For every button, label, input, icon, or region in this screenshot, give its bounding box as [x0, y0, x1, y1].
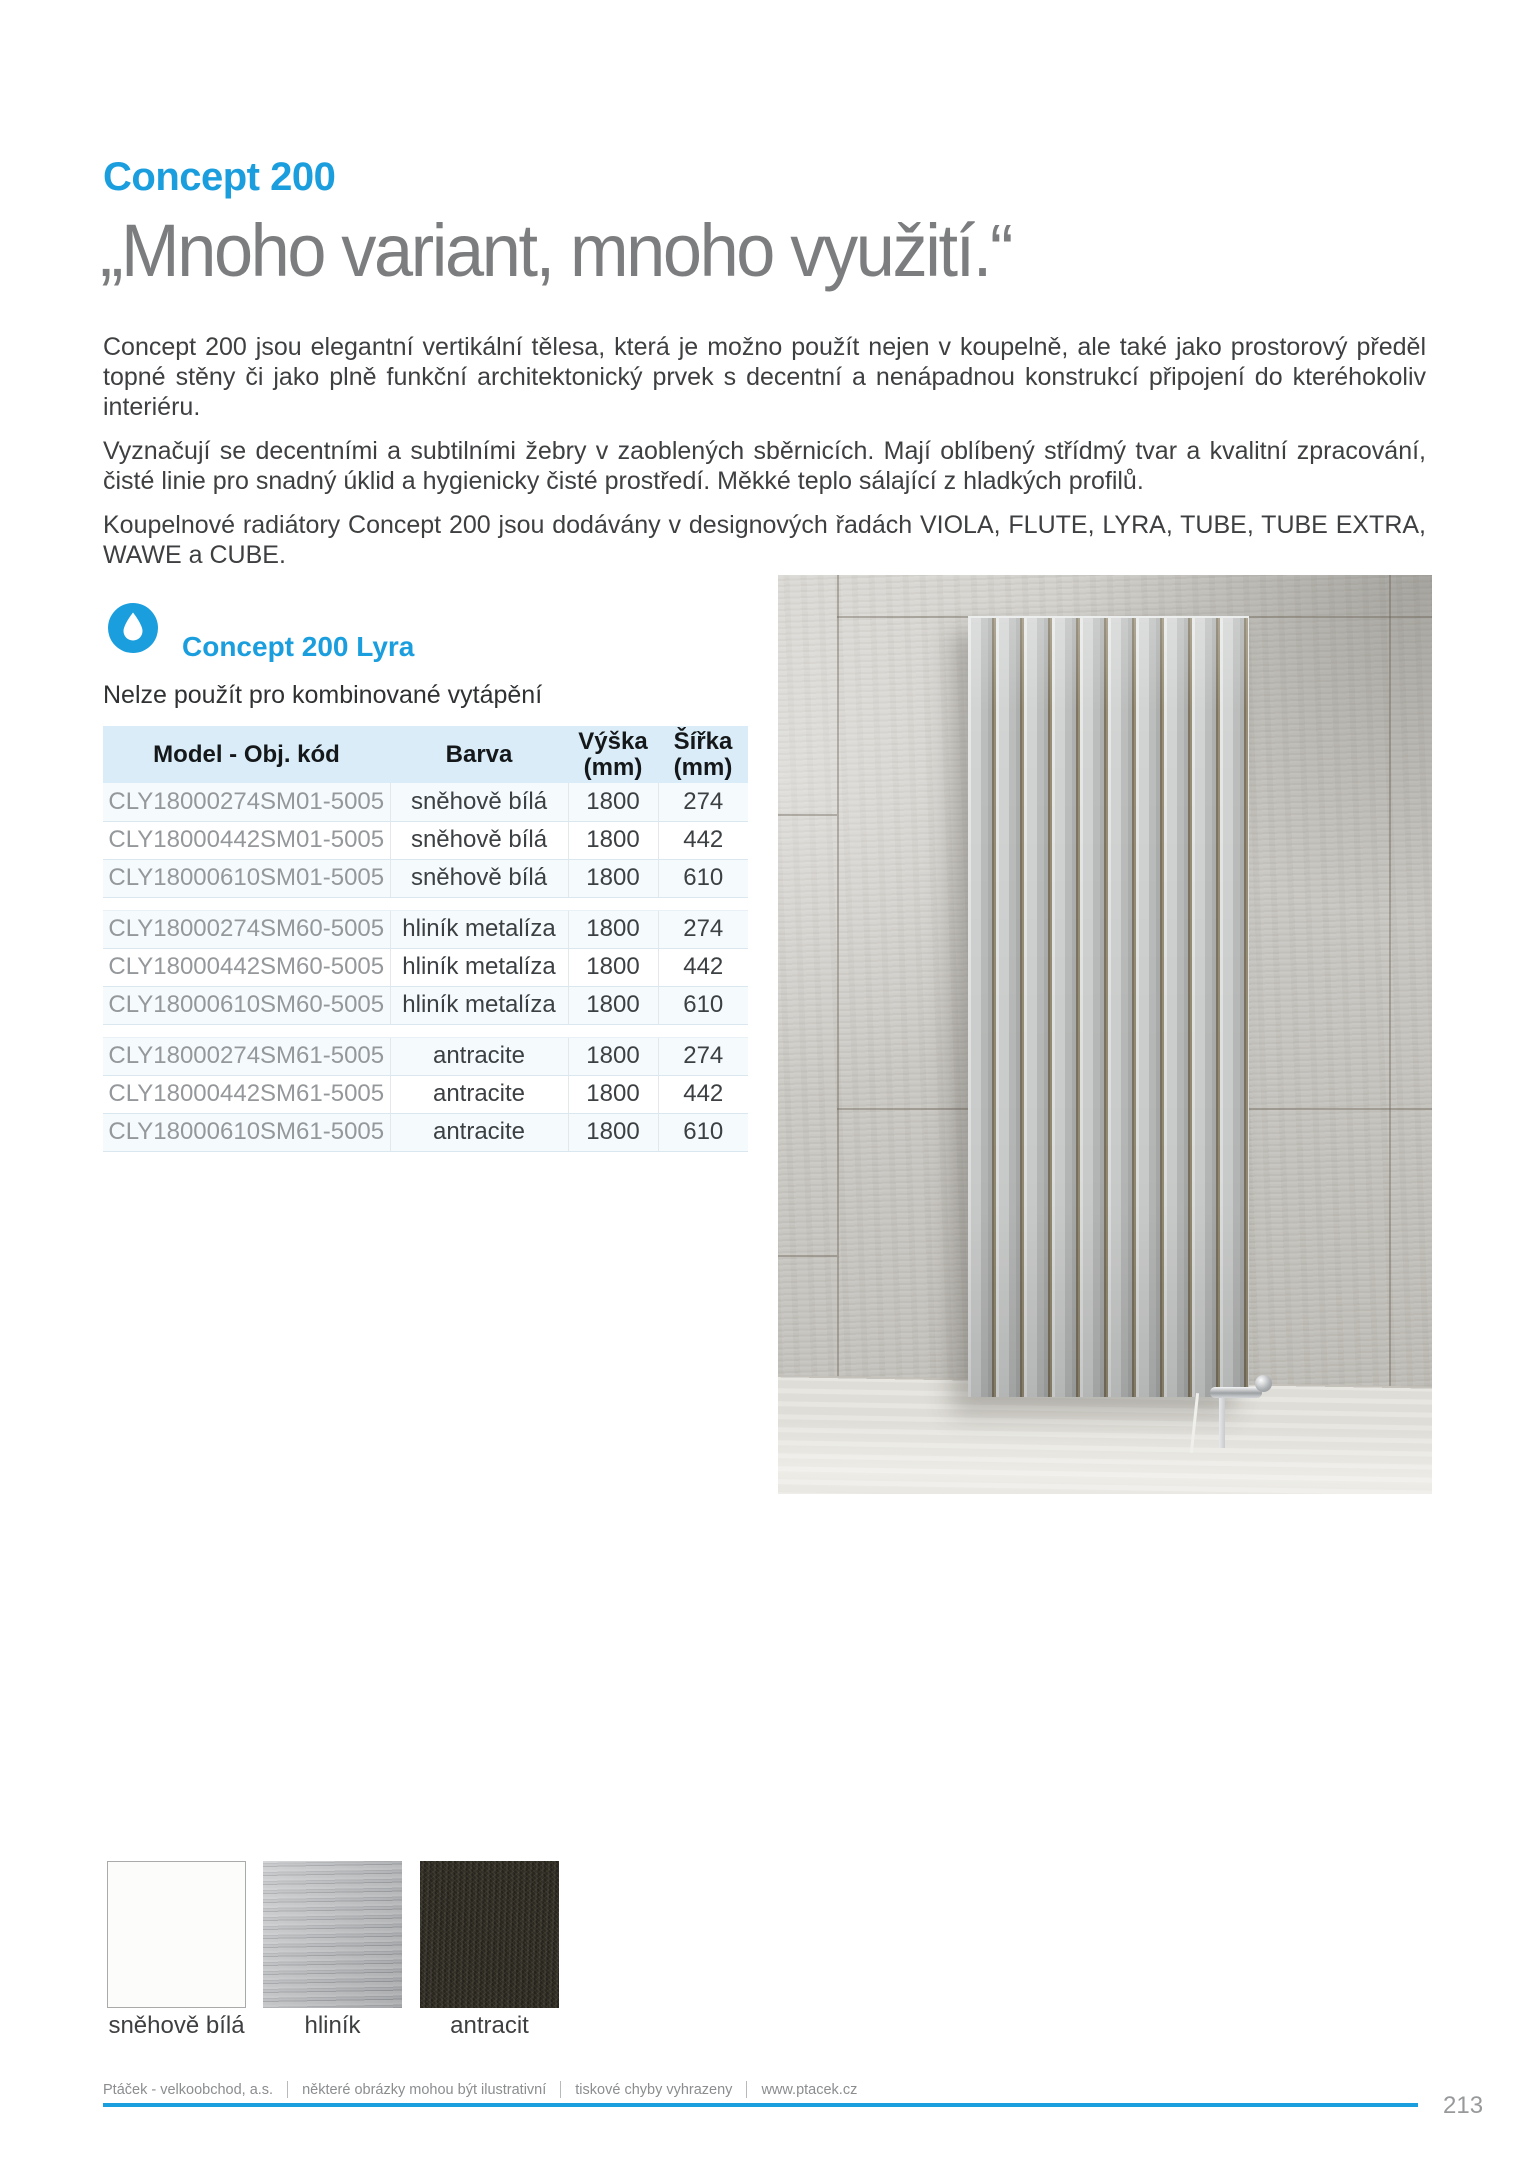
swatch-label: antracit: [450, 2012, 529, 2039]
intro-paragraphs: [103, 332, 1426, 584]
water-drop-icon: [108, 603, 158, 653]
model-cell: CLY18000274SM01-5005: [103, 783, 390, 821]
column-header-model: Model - Obj. kód: [103, 726, 390, 783]
width-cell: 274: [658, 783, 748, 821]
width-cell: 442: [658, 1075, 748, 1113]
footer: [103, 2081, 857, 2098]
model-cell: CLY18000274SM61-5005: [103, 1037, 390, 1075]
color-cell: sněhově bílá: [390, 783, 568, 821]
product-photo-radiator: [778, 575, 1432, 1494]
height-cell: 1800: [568, 1075, 658, 1113]
group-gap-row: [103, 897, 748, 910]
model-cell: CLY18000274SM60-5005: [103, 910, 390, 948]
footer-company: Ptáček - velkoobchod, a.s.: [103, 2081, 274, 2098]
section-title: Concept 200 Lyra: [182, 631, 415, 662]
model-cell: CLY18000442SM61-5005: [103, 1075, 390, 1113]
intro-paragraph-2: Vyznačují se decentními a subtilními žebry v zaoblených sběrnicích. Mají oblíbený střídmý tvar a kvalitní zpracování, čisté linie pro snadný úklid a hygienicky čisté prostředí. Měkké teplo sálající z hladkých profilů.: [103, 437, 1426, 495]
model-cell: CLY18000610SM01-5005: [103, 859, 390, 897]
model-cell: CLY18000610SM61-5005: [103, 1113, 390, 1151]
intro-paragraph-3: Koupelnové radiátory Concept 200 jsou dodávány v designových řadách VIOLA, FLUTE, LYRA, TUBE, TUBE EXTRA, WAWE a CUBE.: [103, 511, 1426, 569]
width-cell: 274: [658, 910, 748, 948]
color-swatch-antracit: [420, 1861, 559, 2008]
height-cell: 1800: [568, 783, 658, 821]
footer-website-link[interactable]: www.ptacek.cz: [761, 2081, 858, 2098]
table-row: [103, 859, 748, 897]
column-header-color: Barva: [390, 726, 568, 783]
color-swatch-snehove-bila: [107, 1861, 246, 2008]
table-row: [103, 783, 748, 821]
table-row: [103, 948, 748, 986]
model-cell: CLY18000442SM60-5005: [103, 948, 390, 986]
footer-accent-line: [103, 2103, 1418, 2107]
footer-disclaimer-images: některé obrázky mohou být ilustrativní: [302, 2081, 547, 2098]
height-cell: 1800: [568, 1037, 658, 1075]
table-row: [103, 1075, 748, 1113]
table-row: [103, 986, 748, 1024]
color-cell: sněhově bílá: [390, 821, 568, 859]
group-gap-row: [103, 1024, 748, 1037]
footer-separator: [560, 2081, 561, 2098]
color-cell: antracite: [390, 1075, 568, 1113]
width-cell: 442: [658, 948, 748, 986]
photo-radiator-body: [968, 616, 1249, 1397]
color-cell: hliník metalíza: [390, 948, 568, 986]
color-cell: hliník metalíza: [390, 910, 568, 948]
height-cell: 1800: [568, 948, 658, 986]
tile-grout-line: [1389, 575, 1391, 1393]
height-cell: 1800: [568, 910, 658, 948]
photo-valve-pipe: [1219, 1393, 1225, 1448]
page-title: „Mnoho variant, mnoho využití.“: [100, 209, 1011, 292]
spec-table: [103, 726, 748, 1152]
model-cell: CLY18000610SM60-5005: [103, 986, 390, 1024]
footer-separator: [746, 2081, 747, 2098]
tile-grout-line: [778, 1255, 837, 1257]
usage-note: Nelze použít pro kombinované vytápění: [103, 681, 543, 709]
color-cell: sněhově bílá: [390, 859, 568, 897]
tile-grout-line: [778, 814, 837, 816]
color-swatch-hlinik: [263, 1861, 402, 2008]
tile-grout-line: [837, 575, 839, 1393]
model-cell: CLY18000442SM01-5005: [103, 821, 390, 859]
table-row: [103, 1037, 748, 1075]
height-cell: 1800: [568, 1113, 658, 1151]
color-cell: hliník metalíza: [390, 986, 568, 1024]
photo-valve-pipe: [1210, 1387, 1262, 1398]
table-header-row: [103, 726, 748, 783]
height-cell: 1800: [568, 859, 658, 897]
page-number: 213: [1443, 2092, 1484, 2119]
width-cell: 610: [658, 859, 748, 897]
footer-disclaimer-print: tiskové chyby vyhrazeny: [575, 2081, 733, 2098]
column-header-width: Šířka (mm): [658, 726, 748, 783]
width-cell: 610: [658, 986, 748, 1024]
color-cell: antracite: [390, 1037, 568, 1075]
swatch-label: hliník: [304, 2012, 361, 2039]
intro-paragraph-1: Concept 200 jsou elegantní vertikální tělesa, která je možno použít nejen v koupelně, ale také jako prostorový předěl topné stěny či jako plně funkční architektonický prvek s decentní a nenápadnou konstrukcí připojení do kteréhokoliv interiéru.: [103, 333, 1426, 421]
spec-table-body: [103, 783, 748, 1151]
table-row: [103, 910, 748, 948]
width-cell: 442: [658, 821, 748, 859]
height-cell: 1800: [568, 986, 658, 1024]
table-row: [103, 1113, 748, 1151]
photo-valve-knob: [1255, 1375, 1272, 1392]
color-cell: antracite: [390, 1113, 568, 1151]
width-cell: 274: [658, 1037, 748, 1075]
table-row: [103, 821, 748, 859]
series-title: Concept 200: [103, 155, 336, 199]
footer-separator: [287, 2081, 288, 2098]
height-cell: 1800: [568, 821, 658, 859]
column-header-height: Výška (mm): [568, 726, 658, 783]
swatch-label: sněhově bílá: [108, 2012, 245, 2039]
width-cell: 610: [658, 1113, 748, 1151]
